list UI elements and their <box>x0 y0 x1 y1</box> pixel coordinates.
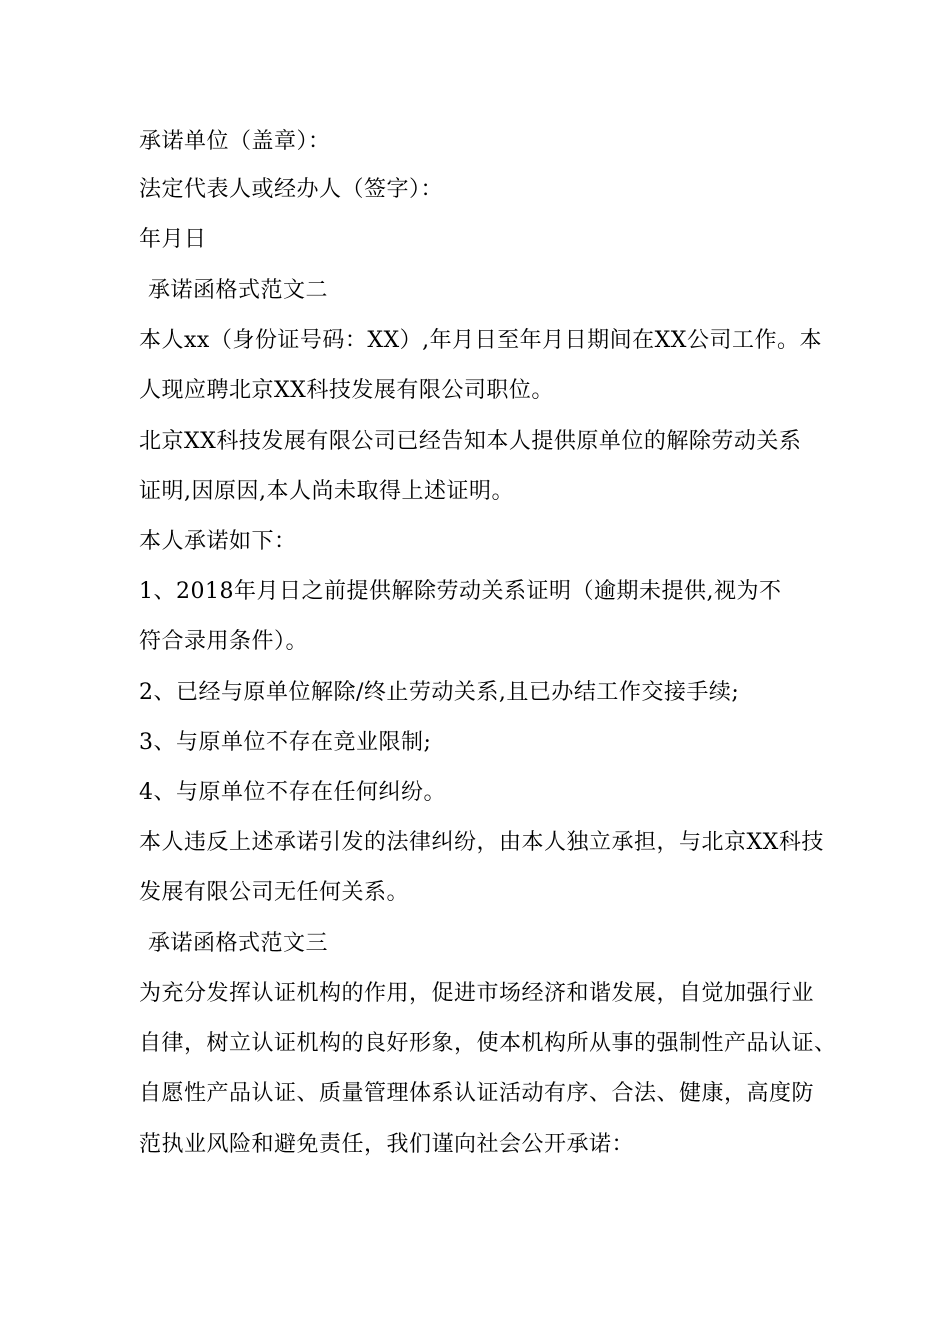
paragraph-line: 本人承诺如下： <box>139 529 297 554</box>
list-item: 4、与原单位不存在任何纠纷。 <box>139 780 446 805</box>
section-heading-3: 承诺函格式范文三 <box>148 931 329 956</box>
paragraph-line: 本人违反上述承诺引发的法律纠纷，由本人独立承担，与北京XX科技 <box>139 830 824 855</box>
paragraph-line: 自律，树立认证机构的良好形象，使本机构所从事的强制性产品认证、 <box>139 1031 837 1056</box>
paragraph-line: 北京XX科技发展有限公司已经告知本人提供原单位的解除劳动关系 <box>139 429 802 454</box>
paragraph-line: 发展有限公司无任何关系。 <box>139 880 410 905</box>
signature-line: 法定代表人或经办人（签字）： <box>139 177 444 202</box>
paragraph-line: 人现应聘北京XX科技发展有限公司职位。 <box>139 378 554 403</box>
paragraph-line: 范执业风险和避免责任，我们谨向社会公开承诺： <box>139 1132 635 1157</box>
paragraph-line: 为充分发挥认证机构的作用，促进市场经济和谐发展，自觉加强行业 <box>139 981 815 1006</box>
paragraph-line: 本人xx（身份证号码：XX）,年月日至年月日期间在XX公司工作。本 <box>139 328 822 353</box>
date-line: 年月日 <box>139 227 207 252</box>
list-item: 2、已经与原单位解除/终止劳动关系,且已办结工作交接手续; <box>139 680 740 705</box>
list-item: 1、2018年月日之前提供解除劳动关系证明（逾期未提供,视为不 <box>139 579 782 604</box>
paragraph-line: 自愿性产品认证、质量管理体系认证活动有序、合法、健康，高度防 <box>139 1081 815 1106</box>
section-heading-2: 承诺函格式范文二 <box>148 278 329 303</box>
list-item-continuation: 符合录用条件）。 <box>139 629 309 654</box>
seal-line: 承诺单位（盖章）： <box>139 129 331 154</box>
paragraph-line: 证明,因原因,本人尚未取得上述证明。 <box>139 479 514 504</box>
list-item: 3、与原单位不存在竞业限制; <box>139 730 432 755</box>
